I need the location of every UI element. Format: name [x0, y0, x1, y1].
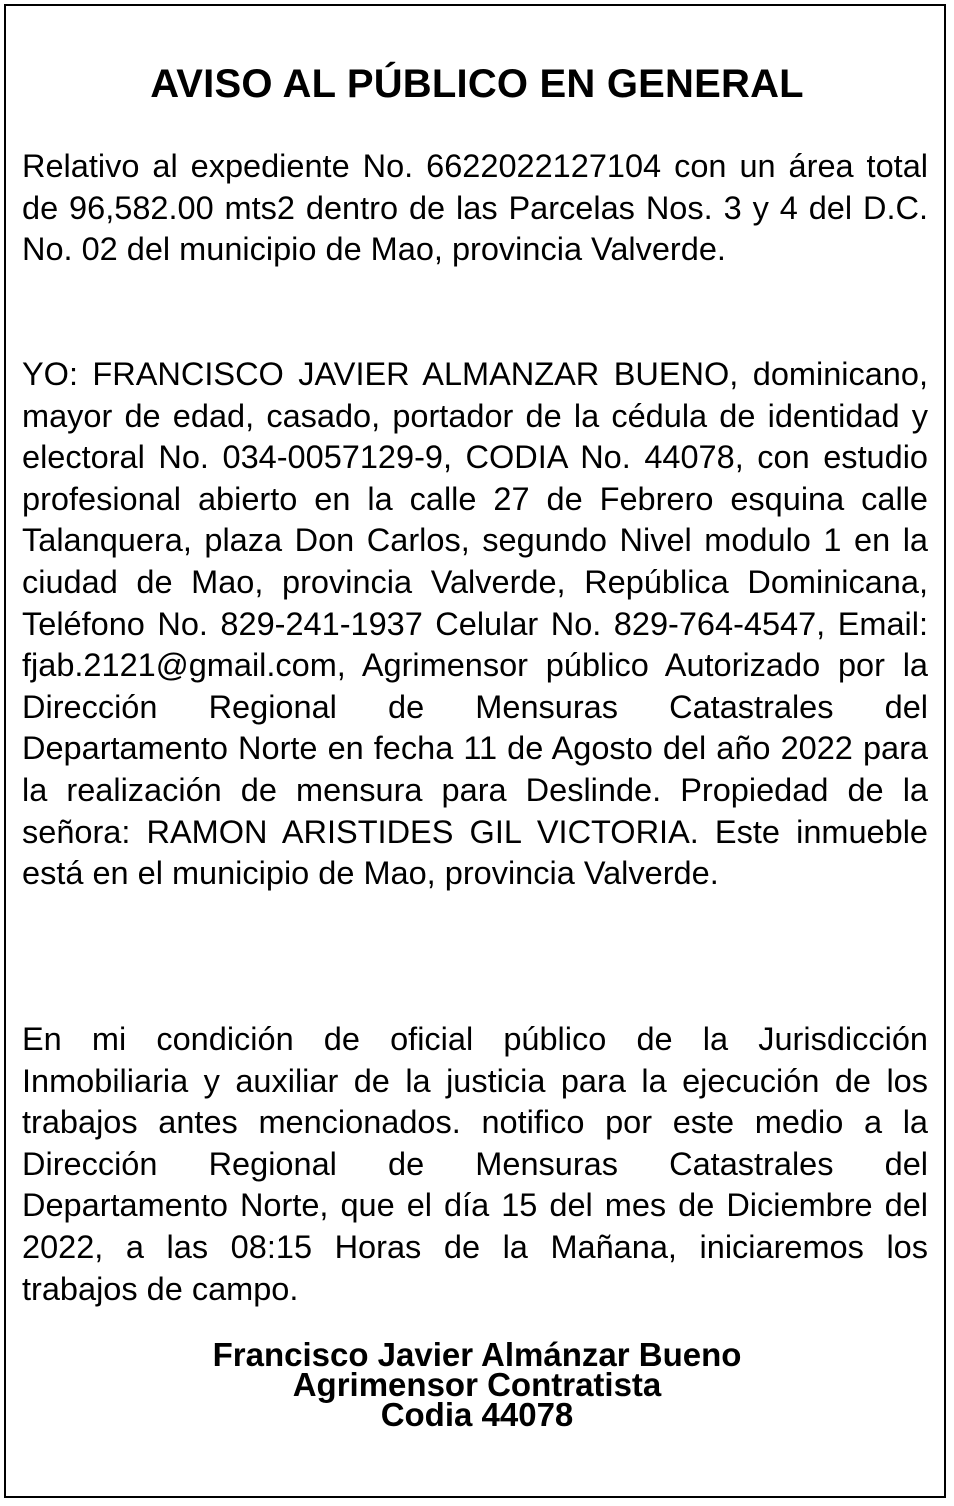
- signature-license: Codia 44078: [380, 1396, 574, 1433]
- notice-frame: [4, 4, 946, 1498]
- paragraph-file-reference: Relativo al expediente No. 6622022127104 con un área total de 96,582.00 mts2 dentro de las Parcelas Nos. 3 y 4 del D.C. No. 02 del municipio de Mao, provincia Valverde.: [22, 148, 928, 268]
- signature-name: Francisco Javier Almánzar Bueno: [212, 1336, 742, 1373]
- signature-block: [6, 1336, 948, 1433]
- paragraph-surveyor-declaration: YO: FRANCISCO JAVIER ALMANZAR BUENO, dominicano, mayor de edad, casado, portador de la cédula de identidad y electoral No. 034-0057129-9, CODIA No. 44078, con estudio profesional abierto en la calle 27 de Febrero esquina calle Talanquera, plaza Don Carlos, segundo Nivel modulo 1 en la ciudad de Mao, provincia Valverde, República Dominicana, Teléfono No. 829-241-1937 Celular No. 829-764-4547, Email: fjab.2121@gmail.com, Agrimensor público Autorizado por la Dirección Regional de Mensuras Catastrales del Departamento Norte en fecha 11 de Agosto del año 2022 para la realización de mensura para Deslinde. Propiedad de la señora: RAMON ARISTIDES GIL VICTORIA. Este inmueble está en el municipio de Mao, provincia Valverde.: [22, 356, 928, 892]
- signature-role: Agrimensor Contratista: [292, 1366, 662, 1403]
- paragraph-notification: En mi condición de oficial público de la Jurisdicción Inmobiliaria y auxiliar de la justicia para la ejecución de los trabajos antes mencionados. notifico por este medio a la Dirección Regional de Mensuras Catastrales del Departamento Norte, que el día 15 del mes de Diciembre del 2022, a las 08:15 Horas de la Mañana, iniciaremos los trabajos de campo.: [22, 1021, 928, 1307]
- notice-title: AVISO AL PÚBLICO EN GENERAL: [150, 62, 804, 106]
